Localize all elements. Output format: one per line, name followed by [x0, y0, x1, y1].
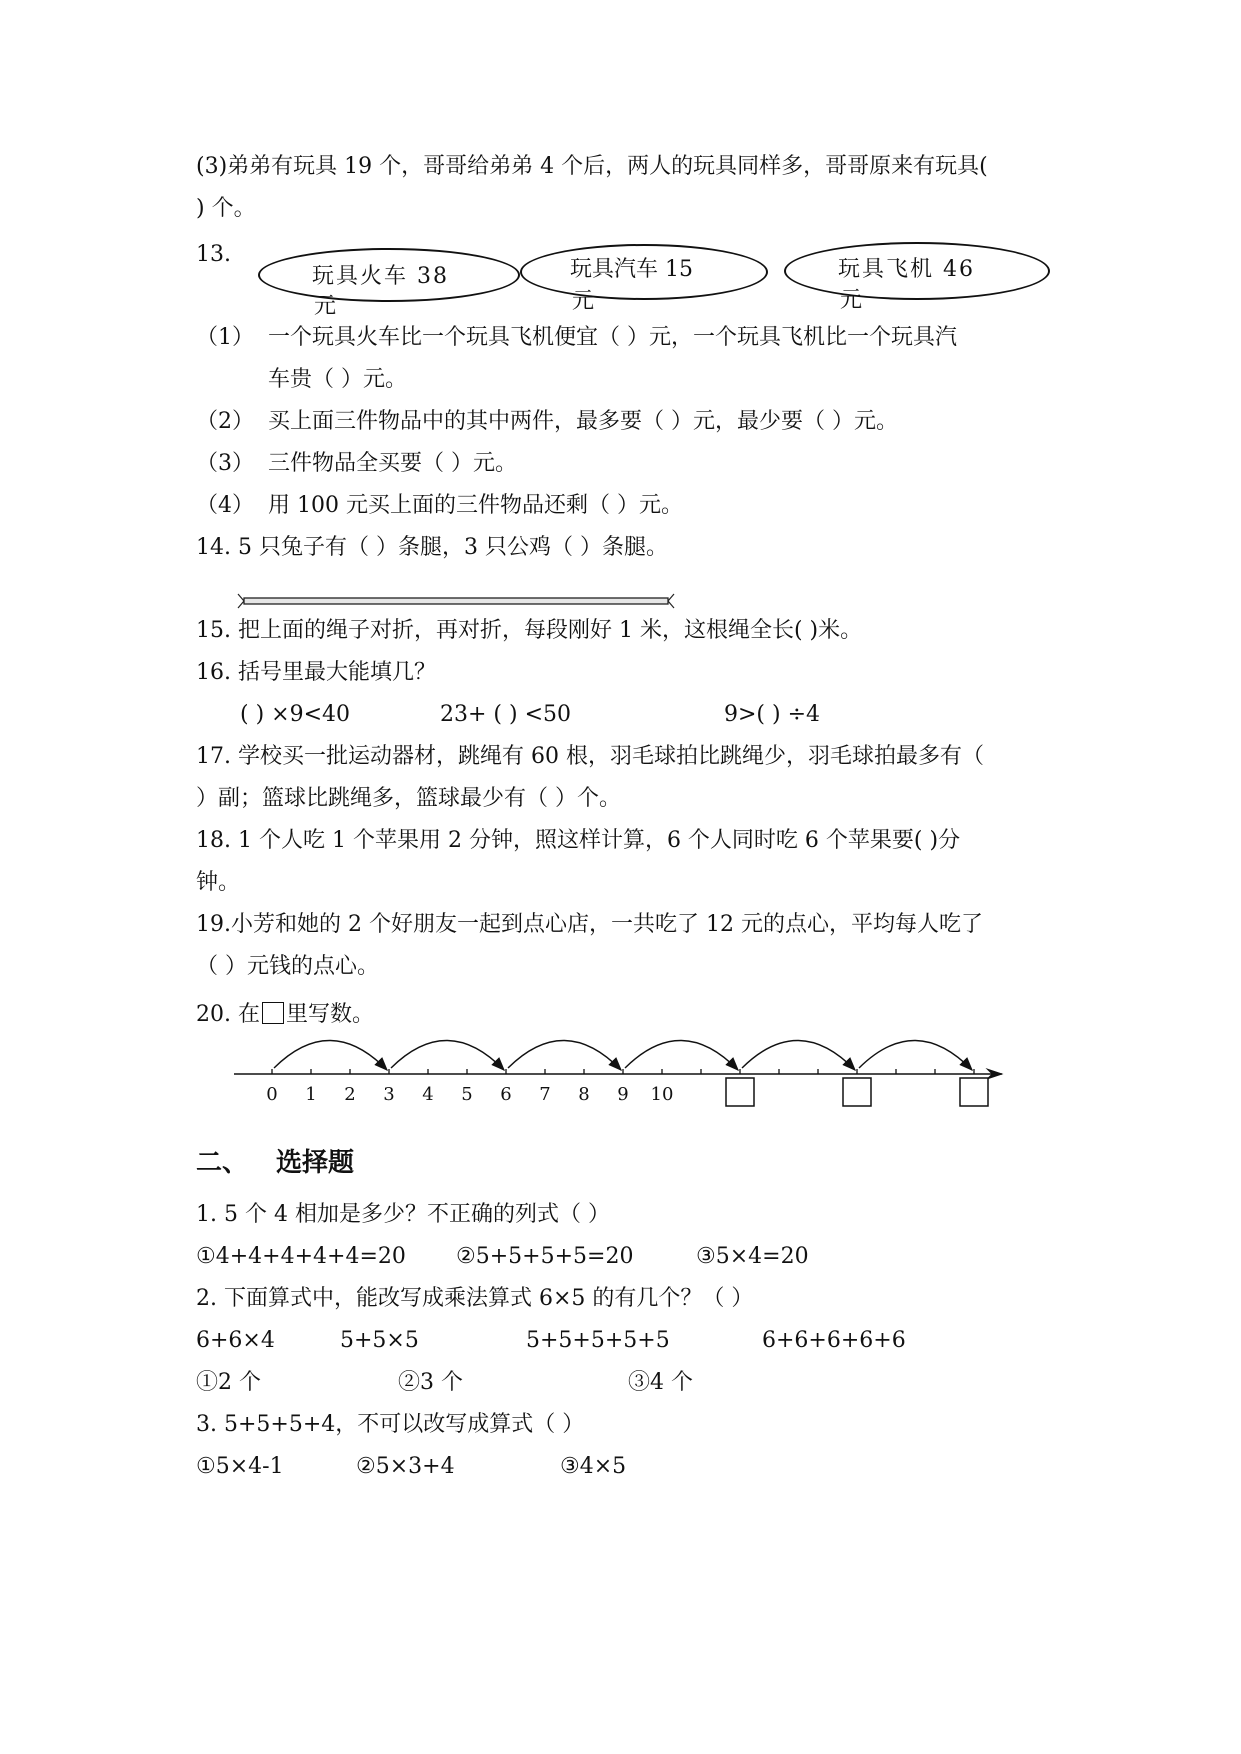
q14-text: 14. 5 只兔子有（ ）条腿，3 只公鸡（ ）条腿。 [196, 535, 668, 560]
section2-title: 选择题 [276, 1148, 355, 1178]
c2-expr-4: 6+6+6+6+6 [762, 1328, 906, 1353]
price-bubble-train-unit: 元 [314, 294, 339, 319]
jump-arrow [859, 1040, 972, 1070]
tick-label: 5 [461, 1084, 473, 1105]
answer-box [843, 1078, 871, 1106]
c2-option-2: ②3 个 [398, 1370, 463, 1395]
c3-option-2: ②5×3+4 [356, 1454, 455, 1479]
q20-suffix: 里写数。 [285, 1002, 374, 1027]
tick-label: 6 [500, 1084, 512, 1105]
q12-3-line2: ) 个。 [196, 196, 256, 221]
q16-title: 16. 括号里最大能填几？ [196, 660, 436, 685]
tick-label: 1 [305, 1084, 317, 1105]
c2-option-3: ③4 个 [628, 1370, 693, 1395]
tick-label: 3 [383, 1084, 395, 1105]
q17-line2: ）副；篮球比跳绳多，篮球最少有（ ）个。 [196, 786, 621, 811]
q13-1-line2: 车贵（ ）元。 [268, 367, 407, 392]
c1-option-2: ②5+5+5+5=20 [456, 1244, 634, 1269]
c3-question: 3. 5+5+5+4，不可以改写成算式（ ） [196, 1412, 585, 1437]
tick-label: 8 [578, 1084, 590, 1105]
number-line [230, 1028, 1010, 1118]
tick-label: 2 [344, 1084, 356, 1105]
rope-body [244, 598, 668, 604]
tick-label: 0 [266, 1084, 278, 1105]
q13-2-line1: 买上面三件物品中的其中两件，最多要（ ）元，最少要（ ）元。 [268, 409, 898, 434]
q13-4-label: （4） [196, 493, 254, 518]
jump-arrow [274, 1040, 387, 1070]
q13-1-label: （1） [196, 325, 254, 350]
tick-label: 7 [539, 1084, 551, 1105]
answer-box-icon [262, 1002, 284, 1024]
c2-expr-1: 6+6×4 [196, 1328, 275, 1353]
q16-expr-3: 9>( ) ÷4 [724, 702, 821, 727]
c2-expr-3: 5+5+5+5+5 [526, 1328, 670, 1353]
q12-3-line1: (3)弟弟有玩具 19 个，哥哥给弟弟 4 个后，两人的玩具同样多，哥哥原来有玩具( [196, 154, 988, 179]
c1-option-1: ①4+4+4+4+4=20 [196, 1244, 406, 1269]
q15-text: 15. 把上面的绳子对折，再对折，每段刚好 1 米，这根绳全长( )米。 [196, 618, 863, 643]
q19-line1: 19.小芳和她的 2 个好朋友一起到点心店，一共吃了 12 元的点心，平均每人吃了 [196, 912, 983, 937]
rope-end-left [238, 594, 244, 601]
q16-expr-2: 23+ ( ) <50 [440, 702, 572, 727]
price-bubble-train-text: 玩具火车 38 [312, 264, 449, 289]
c2-expr-2: 5+5×5 [340, 1328, 419, 1353]
jump-arrow [625, 1040, 738, 1070]
q13-2-label: （2） [196, 409, 254, 434]
section2-number: 二、 [196, 1148, 249, 1178]
c1-option-3: ③5×4=20 [696, 1244, 809, 1269]
q13-1-line1: 一个玩具火车比一个玩具飞机便宜（ ）元，一个玩具飞机比一个玩具汽 [268, 325, 957, 350]
answer-box [960, 1078, 988, 1106]
tick-label: 9 [617, 1084, 629, 1105]
c1-question: 1. 5 个 4 相加是多少？不正确的列式（ ） [196, 1202, 610, 1227]
rope-figure [236, 592, 676, 612]
q20-instruction [196, 1000, 374, 1030]
rope-end-right [668, 594, 674, 601]
tick-label: 10 [650, 1084, 674, 1105]
c2-option-1: ①2 个 [196, 1370, 261, 1395]
price-bubble-plane-text: 玩具飞机 46 [838, 257, 975, 282]
q13-4-line1: 用 100 元买上面的三件物品还剩（ ）元。 [268, 493, 683, 518]
q16-expr-1: ( ) ×9<40 [240, 702, 351, 727]
q20-prefix: 20. 在 [196, 1002, 260, 1027]
tick-label: 4 [422, 1084, 434, 1105]
q18-line1: 18. 1 个人吃 1 个苹果用 2 分钟，照这样计算，6 个人同时吃 6 个苹果要( )分 [196, 828, 961, 853]
q13-3-label: （3） [196, 451, 254, 476]
c3-option-3: ③4×5 [560, 1454, 627, 1479]
q13-number: 13. [196, 242, 231, 267]
jump-arrow [742, 1040, 855, 1070]
price-bubble-car-text: 玩具汽车 15 [570, 257, 693, 282]
c3-option-1: ①5×4-1 [196, 1454, 284, 1479]
q13-3-line1: 三件物品全买要（ ）元。 [268, 451, 517, 476]
q17-line1: 17. 学校买一批运动器材，跳绳有 60 根，羽毛球拍比跳绳少，羽毛球拍最多有（ [196, 744, 984, 769]
price-bubble-plane-unit: 元 [840, 288, 865, 313]
jump-arrow [391, 1040, 504, 1070]
answer-box [726, 1078, 754, 1106]
c2-question: 2. 下面算式中，能改写成乘法算式 6×5 的有几个？（ ） [196, 1286, 754, 1311]
price-bubble-car-unit: 元 [572, 289, 597, 314]
q19-line2: （ ）元钱的点心。 [196, 954, 379, 979]
q18-line2: 钟。 [196, 870, 241, 895]
jump-arrow [508, 1040, 621, 1070]
